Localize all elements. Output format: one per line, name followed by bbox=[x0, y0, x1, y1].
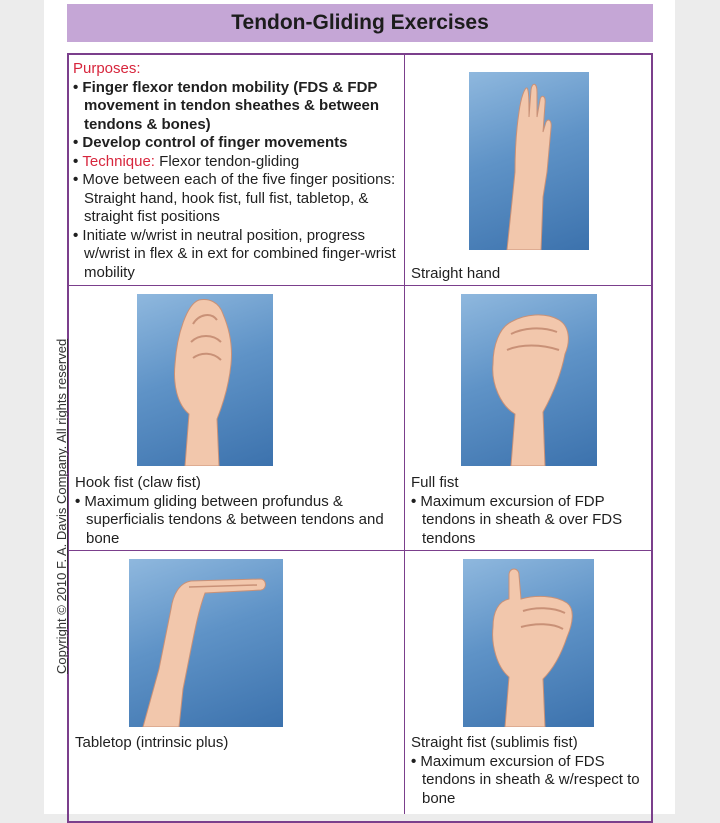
hook-fist-bullet: • Maximum gliding between profundus & superficialis tendons & between tendons and bone bbox=[75, 493, 401, 549]
full-fist-caption: Full fist bbox=[411, 474, 459, 491]
hook-fist-caption: Hook fist (claw fist) bbox=[75, 474, 201, 491]
step-item: • Initiate w/wrist in neutral position, progress w/wrist in flex & in ext for combined finger-wrist mobility bbox=[73, 227, 398, 283]
purposes-label: Purposes: bbox=[73, 60, 141, 77]
straight-fist-photo bbox=[463, 559, 594, 727]
tabletop-caption: Tabletop (intrinsic plus) bbox=[75, 734, 229, 751]
step-item: • Move between each of the five finger positions: Straight hand, hook fist, full fist, tabletop, & straight fist positions bbox=[73, 171, 398, 227]
straight-fist-bullet: • Maximum excursion of FDS tendons in sheath & w/respect to bone bbox=[411, 753, 647, 809]
straight-fist-caption: Straight fist (sublimis fist) bbox=[411, 734, 578, 751]
table-divider-row-1 bbox=[67, 285, 653, 286]
full-fist-photo bbox=[461, 294, 597, 466]
tabletop-photo bbox=[129, 559, 283, 727]
full-fist-cell bbox=[411, 474, 647, 548]
hook-fist-photo bbox=[137, 294, 273, 466]
copyright-notice: Copyright © 2010 F. A. Davis Company. All rights reserved bbox=[54, 338, 69, 674]
table-divider-row-2 bbox=[67, 550, 653, 551]
table-divider-vertical bbox=[404, 53, 405, 814]
straight-hand-caption: Straight hand bbox=[411, 265, 501, 282]
purpose-item: • Develop control of finger movements bbox=[73, 134, 398, 153]
intro-cell bbox=[73, 60, 398, 282]
technique-label: Technique: bbox=[82, 152, 155, 170]
page-title: Tendon-Gliding Exercises bbox=[67, 4, 653, 42]
straight-hand-photo bbox=[469, 72, 589, 250]
technique-item bbox=[73, 153, 398, 172]
full-fist-bullet: • Maximum excursion of FDP tendons in sheath & over FDS tendons bbox=[411, 493, 647, 549]
hook-fist-cell bbox=[75, 474, 401, 548]
straight-fist-cell bbox=[411, 734, 647, 808]
technique-text: Flexor tendon-gliding bbox=[154, 152, 300, 170]
purpose-item: • Finger flexor tendon mobility (FDS & FDP movement in tendon sheathes & between tendons & bones) bbox=[73, 79, 398, 135]
